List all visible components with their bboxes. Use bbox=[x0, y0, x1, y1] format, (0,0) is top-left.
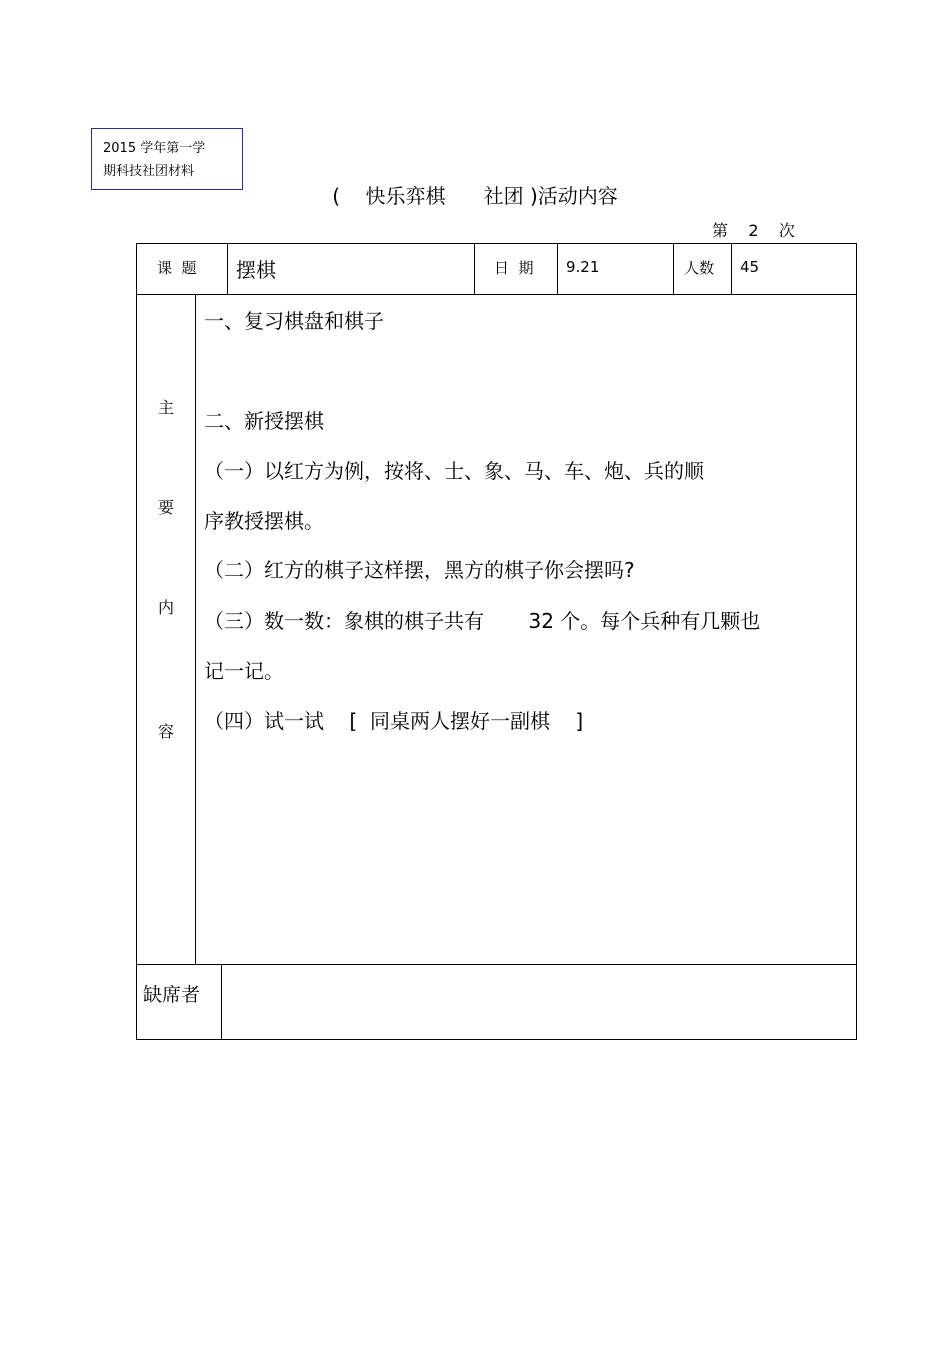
content-line: （二）红方的棋子这样摆，黑方的棋子你会摆吗? bbox=[204, 558, 635, 582]
side-label-char: 容 bbox=[157, 722, 174, 741]
semester-line-2: 期科技社团材料 bbox=[103, 164, 195, 179]
topic-label: 课 题 bbox=[157, 259, 197, 277]
content-line: 二、新授摆棋 bbox=[204, 409, 324, 433]
side-label-char: 主 bbox=[157, 398, 174, 417]
side-label-char: 内 bbox=[157, 598, 174, 617]
absent-label: 缺席者 bbox=[143, 984, 201, 1006]
content-line: 一、复习棋盘和棋子 bbox=[204, 309, 384, 333]
semester-line-1: 2015 学年第一学 bbox=[103, 141, 206, 156]
date-value: 9.21 bbox=[566, 258, 600, 276]
count-label: 人数 bbox=[684, 259, 715, 277]
page-title: ( 快乐弈棋 社团 )活动内容 bbox=[332, 184, 618, 208]
session-number: 第 2 次 bbox=[712, 221, 795, 240]
side-label-char: 要 bbox=[157, 498, 174, 517]
content-line: 序教授摆棋。 bbox=[204, 509, 324, 533]
content-line: 记一记。 bbox=[204, 659, 284, 683]
content-line: （一）以红方为例，按将、士、象、马、车、炮、兵的顺 bbox=[204, 459, 704, 483]
count-value: 45 bbox=[740, 258, 760, 276]
content-line: （四）试一试 [ 同桌两人摆好一副棋 ] bbox=[204, 709, 584, 733]
content-line: （三）数一数：象棋的棋子共有 32 个。每个兵种有几颗也 bbox=[204, 609, 761, 633]
topic-value: 摆棋 bbox=[236, 258, 276, 282]
date-label: 日 期 bbox=[494, 259, 534, 277]
